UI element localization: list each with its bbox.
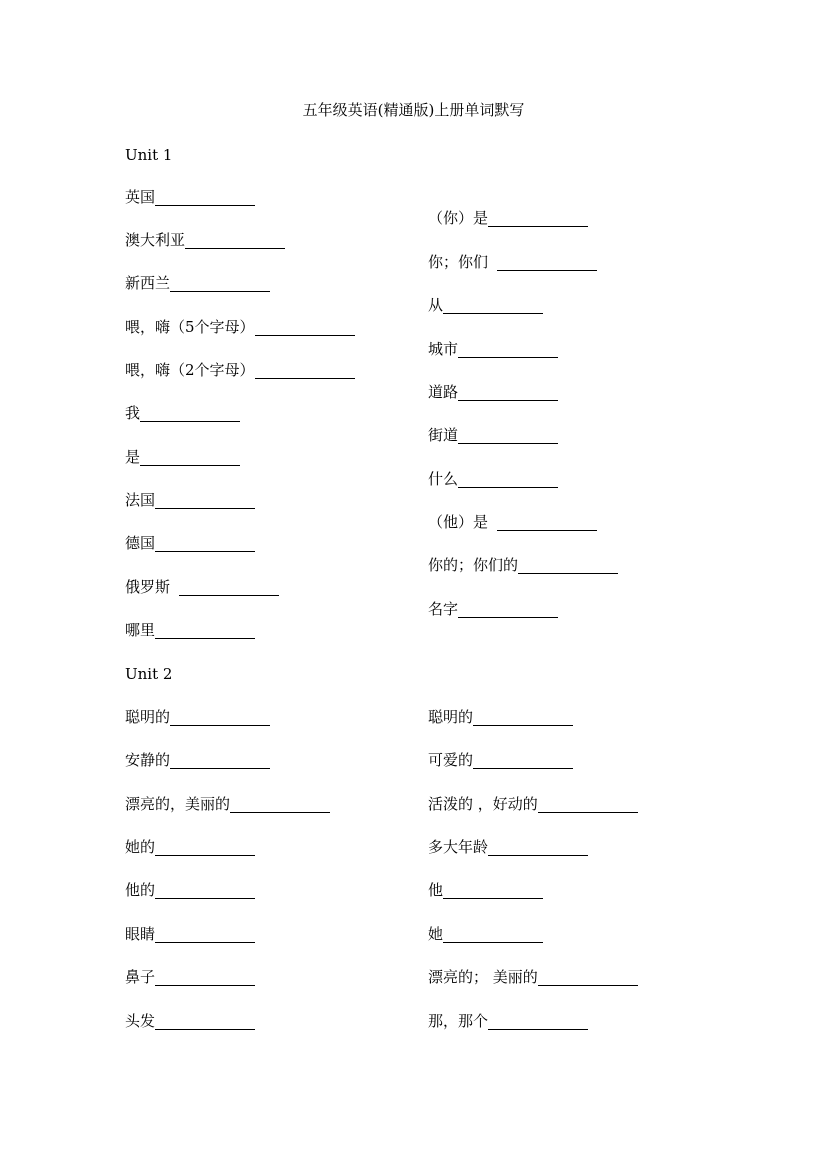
unit-2-heading: Unit 2 — [125, 665, 173, 683]
vocab-row — [428, 510, 597, 534]
page-title: 五年级英语(精通版)上册单词默写 — [302, 101, 525, 119]
answer-blank[interactable] — [155, 490, 255, 509]
vocab-row — [125, 531, 255, 555]
vocab-label: 什么 — [428, 470, 459, 488]
answer-blank[interactable] — [538, 794, 638, 813]
vocab-row — [125, 792, 330, 816]
vocab-row — [428, 965, 638, 989]
vocab-label: 新西兰 — [125, 274, 171, 292]
vocab-label: 名字 — [428, 600, 459, 618]
answer-blank[interactable] — [179, 577, 279, 596]
answer-blank[interactable] — [497, 512, 597, 531]
vocab-label: 他的 — [125, 881, 156, 899]
vocab-label: 街道 — [428, 426, 459, 444]
vocab-row — [125, 835, 255, 859]
vocab-label: 聪明的 — [125, 708, 171, 726]
vocab-label: 喂，嗨（2个字母） — [125, 361, 255, 379]
vocab-label: 多大年龄 — [428, 838, 489, 856]
answer-blank[interactable] — [155, 620, 255, 639]
vocab-label: （你）是 — [428, 209, 489, 227]
vocab-label: 漂亮的； 美丽的 — [428, 968, 538, 986]
vocab-label: 安静的 — [125, 751, 171, 769]
answer-blank[interactable] — [458, 339, 558, 358]
vocab-label: 头发 — [125, 1012, 156, 1030]
vocab-row — [428, 293, 543, 317]
vocab-row — [125, 1009, 255, 1033]
vocab-label: 鼻子 — [125, 968, 156, 986]
vocab-row — [428, 553, 618, 577]
vocab-label: 我 — [125, 404, 141, 422]
answer-blank[interactable] — [155, 880, 255, 899]
answer-blank[interactable] — [155, 533, 255, 552]
vocab-label: 漂亮的，美丽的 — [125, 795, 231, 813]
answer-blank[interactable] — [473, 707, 573, 726]
vocab-label: 哪里 — [125, 621, 156, 639]
vocab-row — [125, 228, 285, 252]
answer-blank[interactable] — [497, 252, 597, 271]
answer-blank[interactable] — [255, 360, 355, 379]
answer-blank[interactable] — [140, 447, 240, 466]
answer-blank[interactable] — [443, 924, 543, 943]
answer-blank[interactable] — [443, 295, 543, 314]
answer-blank[interactable] — [185, 230, 285, 249]
answer-blank[interactable] — [230, 794, 330, 813]
answer-blank[interactable] — [155, 837, 255, 856]
vocab-row — [125, 922, 255, 946]
answer-blank[interactable] — [488, 1011, 588, 1030]
vocab-row — [428, 597, 558, 621]
vocab-row — [125, 488, 255, 512]
vocab-row — [125, 445, 240, 469]
unit-1-heading: Unit 1 — [125, 146, 173, 164]
vocab-row — [125, 185, 255, 209]
vocab-label: 俄罗斯 — [125, 578, 171, 596]
vocab-label: 聪明的 — [428, 708, 474, 726]
vocab-label: 喂，嗨（5个字母） — [125, 318, 255, 336]
vocab-row — [125, 271, 270, 295]
vocab-row — [125, 315, 355, 339]
vocab-label: 她的 — [125, 838, 156, 856]
vocab-label: 眼睛 — [125, 925, 156, 943]
vocab-label: 从 — [428, 296, 444, 314]
vocab-label: 你；你们 — [428, 253, 489, 271]
answer-blank[interactable] — [155, 924, 255, 943]
vocab-row — [428, 423, 558, 447]
answer-blank[interactable] — [170, 273, 270, 292]
answer-blank[interactable] — [458, 425, 558, 444]
answer-blank[interactable] — [458, 469, 558, 488]
vocab-row — [428, 705, 573, 729]
answer-blank[interactable] — [140, 403, 240, 422]
answer-blank[interactable] — [170, 707, 270, 726]
vocab-label: 城市 — [428, 340, 459, 358]
vocab-label: 英国 — [125, 188, 156, 206]
vocab-label: 他 — [428, 881, 444, 899]
vocab-label: 她 — [428, 925, 444, 943]
vocab-row — [428, 250, 597, 274]
answer-blank[interactable] — [155, 967, 255, 986]
vocab-row — [428, 792, 638, 816]
answer-blank[interactable] — [170, 750, 270, 769]
answer-blank[interactable] — [443, 880, 543, 899]
answer-blank[interactable] — [458, 599, 558, 618]
vocab-label: 德国 — [125, 534, 156, 552]
vocab-label: 活泼的 ，好动的 — [428, 795, 538, 813]
vocab-row — [125, 748, 270, 772]
answer-blank[interactable] — [473, 750, 573, 769]
vocab-row — [125, 878, 255, 902]
vocab-label: （他）是 — [428, 513, 489, 531]
vocab-row — [125, 358, 355, 382]
answer-blank[interactable] — [458, 382, 558, 401]
answer-blank[interactable] — [255, 317, 355, 336]
answer-blank[interactable] — [488, 837, 588, 856]
answer-blank[interactable] — [538, 967, 638, 986]
vocab-label: 那，那个 — [428, 1012, 489, 1030]
vocab-row — [428, 922, 543, 946]
vocab-label: 道路 — [428, 383, 459, 401]
vocab-row — [125, 705, 270, 729]
answer-blank[interactable] — [155, 1011, 255, 1030]
vocab-row — [428, 748, 573, 772]
answer-blank[interactable] — [518, 555, 618, 574]
vocab-row — [125, 618, 255, 642]
vocab-label: 法国 — [125, 491, 156, 509]
vocab-label: 你的；你们的 — [428, 556, 519, 574]
vocab-label: 是 — [125, 448, 141, 466]
answer-blank[interactable] — [488, 208, 588, 227]
vocab-row — [428, 835, 588, 859]
vocab-row — [428, 467, 558, 491]
vocab-row — [428, 206, 588, 230]
vocab-row — [125, 575, 279, 599]
vocab-label: 可爱的 — [428, 751, 474, 769]
vocab-row — [125, 965, 255, 989]
vocab-row — [428, 337, 558, 361]
vocab-row — [428, 878, 543, 902]
vocab-row — [428, 380, 558, 404]
vocab-label: 澳大利亚 — [125, 231, 186, 249]
vocab-row — [428, 1009, 588, 1033]
answer-blank[interactable] — [155, 187, 255, 206]
vocab-row — [125, 401, 240, 425]
